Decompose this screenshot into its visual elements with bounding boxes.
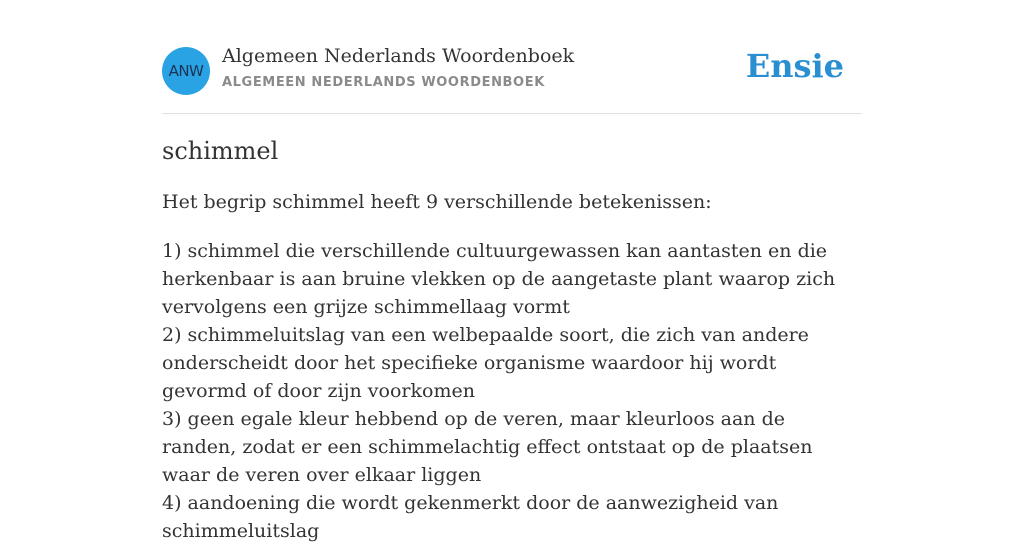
site-header <box>162 0 862 114</box>
meanings-list <box>162 237 862 545</box>
meaning-item: 2) schimmeluitslag van een welbepaalde soort, die zich van andere onderscheidt door het specifieke organisme waardoor hij wordt gevormd of door zijn voorkomen <box>162 324 809 402</box>
logo-text: ANW <box>168 62 204 80</box>
site-title[interactable]: Algemeen Nederlands Woordenboek <box>222 45 575 67</box>
meaning-item: 4) aandoening die wordt gekenmerkt door de aanwezigheid van schimmeluitslag <box>162 492 779 542</box>
site-subtitle: ALGEMEEN NEDERLANDS WOORDENBOEK <box>222 75 545 90</box>
meaning-item: 3) geen egale kleur hebbend op de veren, maar kleurloos aan de randen, zodat er een schimmelachtig effect ontstaat op de plaatsen waar de veren over elkaar liggen <box>162 408 813 486</box>
meaning-item: 1) schimmel die verschillende cultuurgewassen kan aantasten en die herkenbaar is aan bruine vlekken op de aangetaste plant waarop zich vervolgens een grijze schimmellaag vormt <box>162 240 836 318</box>
entry-word: schimmel <box>162 137 279 165</box>
entry-intro: Het begrip schimmel heeft 9 verschillende betekenissen: <box>162 191 712 213</box>
anw-logo[interactable] <box>162 47 210 95</box>
page-container <box>162 0 862 542</box>
ensie-brand-logo[interactable]: Ensie <box>745 47 844 85</box>
